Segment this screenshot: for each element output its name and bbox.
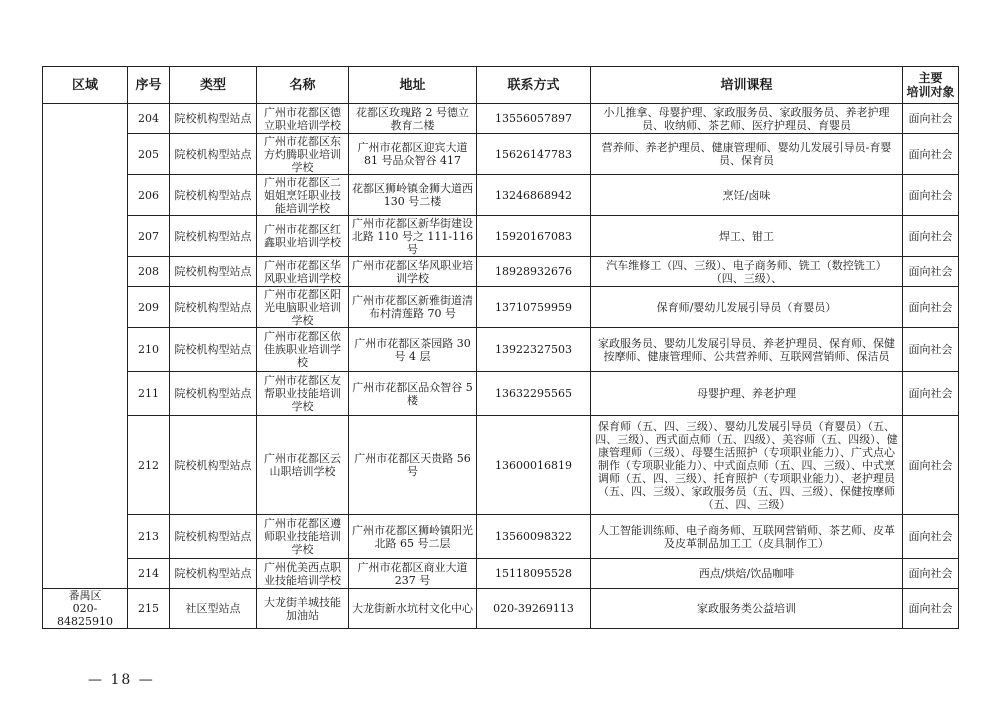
row-courses: 小儿推拿、母婴护理、家政服务员、家政服务员、养老护理员、收纳师、茶艺师、医疗护理员、育婴员 — [591, 104, 903, 134]
row-address: 广州市花都区狮岭镇阳光北路 65 号二层 — [349, 515, 477, 559]
row-name: 大龙街羊城技能加油站 — [257, 589, 349, 629]
row-number: 213 — [128, 515, 170, 559]
table-row — [43, 216, 959, 257]
row-courses: 营养师、养老护理员、健康管理师、婴幼儿发展引导员-育婴员、保育员 — [591, 134, 903, 175]
table-row — [43, 175, 959, 216]
table-row — [43, 515, 959, 559]
row-address: 广州市花都区茶园路 30 号 4 层 — [349, 328, 477, 372]
row-type: 院校机构型站点 — [170, 515, 257, 559]
row-contact: 18928932676 — [477, 257, 591, 287]
row-contact: 13560098322 — [477, 515, 591, 559]
table-row — [43, 104, 959, 134]
header-type: 类型 — [170, 67, 257, 104]
row-address: 广州市花都区华风职业培训学校 — [349, 257, 477, 287]
row-number: 206 — [128, 175, 170, 216]
row-contact: 13632295565 — [477, 372, 591, 416]
row-courses: 保育师/婴幼儿发展引导员（育婴员） — [591, 287, 903, 328]
training-table-page — [42, 66, 958, 629]
table-row — [43, 416, 959, 515]
table-header-row — [43, 67, 959, 104]
row-type: 院校机构型站点 — [170, 175, 257, 216]
row-type: 院校机构型站点 — [170, 134, 257, 175]
row-type: 院校机构型站点 — [170, 416, 257, 515]
row-name: 广州市花都区东方灼腾职业培训学校 — [257, 134, 349, 175]
row-number: 205 — [128, 134, 170, 175]
row-courses: 西点/烘焙/饮品咖啡 — [591, 559, 903, 589]
row-address: 花都区玫瑰路 2 号德立教育二楼 — [349, 104, 477, 134]
table-row — [43, 589, 959, 629]
row-courses: 汽车维修工（四、三级）、电子商务师、铣工（数控铣工）（四、三级）、 — [591, 257, 903, 287]
row-name: 广州市花都区红鑫职业培训学校 — [257, 216, 349, 257]
row-name: 广州市花都区依佳族职业培训学校 — [257, 328, 349, 372]
row-target: 面向社会 — [903, 416, 959, 515]
row-number: 207 — [128, 216, 170, 257]
row-name: 广州市花都区云山职培训学校 — [257, 416, 349, 515]
row-address: 广州市花都区商业大道 237 号 — [349, 559, 477, 589]
row-courses: 焊工、钳工 — [591, 216, 903, 257]
row-number: 214 — [128, 559, 170, 589]
row-address: 广州市花都区品众智谷 5 楼 — [349, 372, 477, 416]
row-type: 院校机构型站点 — [170, 372, 257, 416]
row-courses: 烹饪/卤味 — [591, 175, 903, 216]
header-number: 序号 — [128, 67, 170, 104]
row-address: 广州市花都区新华街建设北路 110 号之 111-116 号 — [349, 216, 477, 257]
row-type: 院校机构型站点 — [170, 559, 257, 589]
table-row — [43, 257, 959, 287]
row-number: 215 — [128, 589, 170, 629]
row-number: 210 — [128, 328, 170, 372]
row-address: 广州市花都区新雅街道清布村清莲路 70 号 — [349, 287, 477, 328]
row-address: 广州市花都区天贵路 56 号 — [349, 416, 477, 515]
row-target: 面向社会 — [903, 257, 959, 287]
table-row — [43, 287, 959, 328]
row-name: 广州市花都区德立职业培训学校 — [257, 104, 349, 134]
row-name: 广州市花都区华风职业培训学校 — [257, 257, 349, 287]
row-contact: 15118095528 — [477, 559, 591, 589]
table-row — [43, 134, 959, 175]
row-contact: 15626147783 — [477, 134, 591, 175]
row-address: 花都区狮岭镇金狮大道西 130 号二楼 — [349, 175, 477, 216]
header-contact: 联系方式 — [477, 67, 591, 104]
row-contact: 15920167083 — [477, 216, 591, 257]
row-target: 面向社会 — [903, 104, 959, 134]
table-row — [43, 328, 959, 372]
row-courses: 母婴护理、养老护理 — [591, 372, 903, 416]
row-number: 204 — [128, 104, 170, 134]
row-courses: 保育师（五、四、三级）、婴幼儿发展引导员（育婴员）（五、四、三级）、西式面点师（五、四级）、美容师（五、四级）、健康管理师（三级）、母婴生活照护（专项职业能力）、广式点心制作（专项职业能力）、中式面点师（五、四、三级）、中式烹调师（五、四、三级）、托育照护（专项职业能力）、老护理员（五、四、三级）、家政服务员（五、四、三级）、保健按摩师（五、四、三级） — [591, 416, 903, 515]
row-number: 211 — [128, 372, 170, 416]
row-type: 院校机构型站点 — [170, 104, 257, 134]
row-contact: 13556057897 — [477, 104, 591, 134]
row-courses: 人工智能训练师、电子商务师、互联网营销师、茶艺师、皮革及皮革制品加工工（皮具制作工） — [591, 515, 903, 559]
row-name: 广州市花都区阳光电脑职业培训学校 — [257, 287, 349, 328]
row-target: 面向社会 — [903, 559, 959, 589]
row-contact: 13710759959 — [477, 287, 591, 328]
row-target: 面向社会 — [903, 216, 959, 257]
row-type: 院校机构型站点 — [170, 257, 257, 287]
region-cell-panyu: 番禺区 020-84825910 — [43, 589, 128, 629]
header-name: 名称 — [257, 67, 349, 104]
row-target: 面向社会 — [903, 287, 959, 328]
row-number: 212 — [128, 416, 170, 515]
row-name: 广州市花都区友帮职业技能培训学校 — [257, 372, 349, 416]
row-type: 院校机构型站点 — [170, 287, 257, 328]
row-courses: 家政服务员、婴幼儿发展引导员、养老护理员、保育师、保健按摩师、健康管理师、公共营养师、互联网营销师、保洁员 — [591, 328, 903, 372]
header-target: 主要 培训对象 — [903, 67, 959, 104]
row-number: 209 — [128, 287, 170, 328]
row-courses: 家政服务类公益培训 — [591, 589, 903, 629]
page-number: — 18 — — [88, 672, 155, 688]
table-row — [43, 372, 959, 416]
row-target: 面向社会 — [903, 372, 959, 416]
row-name: 广州市花都区二姐姐烹饪职业技能培训学校 — [257, 175, 349, 216]
row-name: 广州优美西点职业技能培训学校 — [257, 559, 349, 589]
row-name: 广州市花都区遵师职业技能培训学校 — [257, 515, 349, 559]
training-sites-table — [42, 66, 959, 629]
row-contact: 020-39269113 — [477, 589, 591, 629]
row-type: 院校机构型站点 — [170, 328, 257, 372]
row-type: 院校机构型站点 — [170, 216, 257, 257]
row-target: 面向社会 — [903, 134, 959, 175]
row-target: 面向社会 — [903, 589, 959, 629]
row-type: 社区型站点 — [170, 589, 257, 629]
row-address: 广州市花都区迎宾大道 81 号品众智谷 417 — [349, 134, 477, 175]
row-target: 面向社会 — [903, 328, 959, 372]
region-cell-huadu — [43, 104, 128, 589]
header-courses: 培训课程 — [591, 67, 903, 104]
row-contact: 13600016819 — [477, 416, 591, 515]
row-number: 208 — [128, 257, 170, 287]
row-target: 面向社会 — [903, 175, 959, 216]
row-contact: 13922327503 — [477, 328, 591, 372]
header-region: 区域 — [43, 67, 128, 104]
row-target: 面向社会 — [903, 515, 959, 559]
header-address: 地址 — [349, 67, 477, 104]
row-contact: 13246868942 — [477, 175, 591, 216]
table-row — [43, 559, 959, 589]
row-address: 大龙街新水坑村文化中心 — [349, 589, 477, 629]
